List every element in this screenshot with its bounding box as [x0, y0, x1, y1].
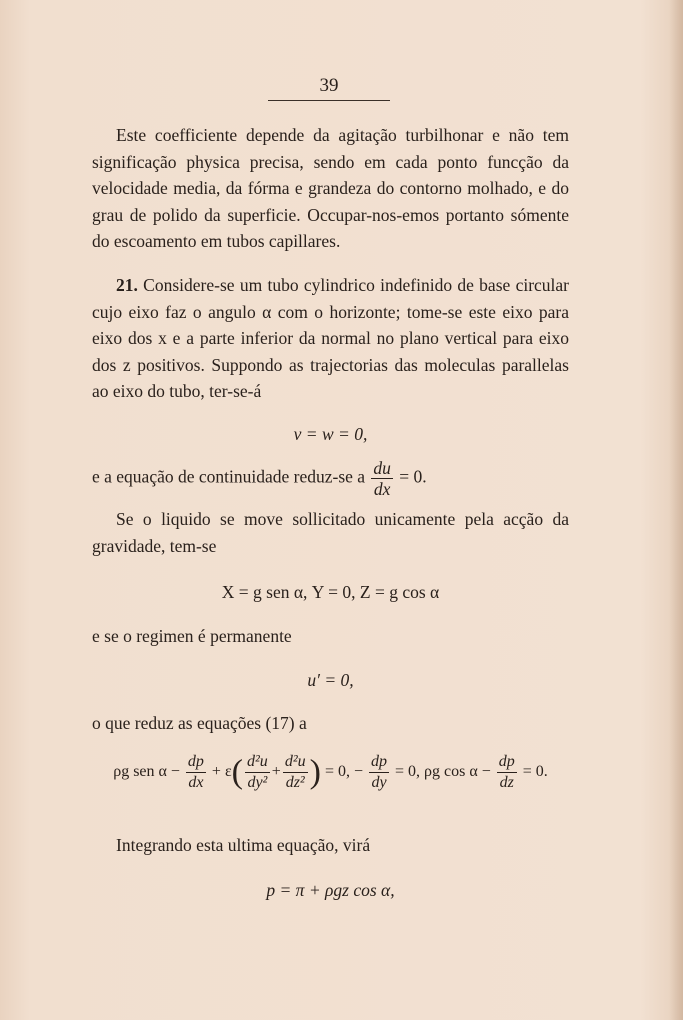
equation-velocity: v = w = 0,: [293, 424, 368, 444]
eq4-frac1-den: dx: [186, 772, 206, 793]
eq4-frac1-num: dp: [187, 753, 204, 770]
paragraph-2-text: Considere-se um tubo cylindrico indefinido de base circular cujo eixo faz o angulo α com o horizonte; tome-se este eixo para eixo dos x e a parte inferior da normal no plano vertical para eixo dos z positivos. Suppondo as trajectorias das moleculas parallelas ao eixo do tubo, ter-se-á: [92, 275, 569, 401]
eq4-frac2-num: d²u: [247, 753, 268, 770]
eq4-frac2: [245, 752, 270, 793]
continuity-fraction: [371, 458, 393, 499]
eq4-frac5-num: dp: [498, 753, 515, 770]
continuity-numerator: du: [373, 458, 391, 478]
eq4-frac5: [497, 752, 517, 793]
continuity-line: [92, 458, 569, 499]
eq4-frac3-den: dz²: [283, 772, 308, 793]
paragraph-3: Se o liquido se move sollicitado unicamente pela acção da gravidade, tem-se: [92, 509, 569, 556]
page-gutter-shadow: [669, 0, 683, 1020]
eq4-frac2-den: dy²: [245, 772, 270, 793]
eq4-term4: = 0, ρg cos α −: [395, 763, 491, 781]
equation-motion: [92, 752, 569, 793]
eq4-plus: +: [271, 763, 281, 781]
header-rule: [268, 100, 390, 101]
eq4-paren-open: (: [231, 753, 243, 791]
eq4-term3: = 0, −: [324, 763, 363, 781]
paragraph-2: [92, 272, 569, 405]
eq4-term1: ρg sen α −: [113, 763, 180, 781]
paragraph-4: e se o regimen é permanente: [92, 626, 292, 646]
continuity-text: e a equação de continuidade reduz-se a: [92, 466, 366, 487]
section-number: 21.: [116, 275, 138, 295]
continuity-tail: = 0.: [399, 466, 427, 487]
paragraph-5: o que reduz as equações (17) a: [92, 713, 307, 733]
paragraph-6: Integrando esta ultima equação, virá: [116, 835, 371, 855]
eq4-frac4-den: dy: [369, 772, 389, 793]
eq4-frac3-num: d²u: [284, 753, 306, 770]
eq4-term5: = 0.: [522, 763, 548, 781]
equation-permanent: u′ = 0,: [307, 670, 354, 690]
page-number: 39: [319, 75, 339, 96]
equation-pressure: p = π + ρgz cos α,: [266, 880, 395, 900]
eq4-frac4-num: dp: [371, 753, 387, 770]
eq4-paren-close: ): [309, 753, 321, 791]
eq4-frac1: [186, 752, 206, 793]
eq4-frac5-den: dz: [497, 772, 517, 793]
paragraph-1: Este coefficiente depende da agitação turbilhonar e não tem significação physica precisa, sendo em cada ponto funcção da velocidade media, da fórma e grandeza do contorno molhado, e do grau de polido da superficie. Occupar-nos-emos portanto sómente do escoamento em tubos capillares.: [92, 125, 569, 251]
eq4-frac3: [283, 752, 308, 793]
eq4-frac4: [369, 752, 389, 793]
continuity-denominator: dx: [371, 478, 393, 499]
eq4-term2: + ε: [211, 763, 232, 781]
equation-forces: X = g sen α, Y = 0, Z = g cos α: [221, 582, 440, 602]
